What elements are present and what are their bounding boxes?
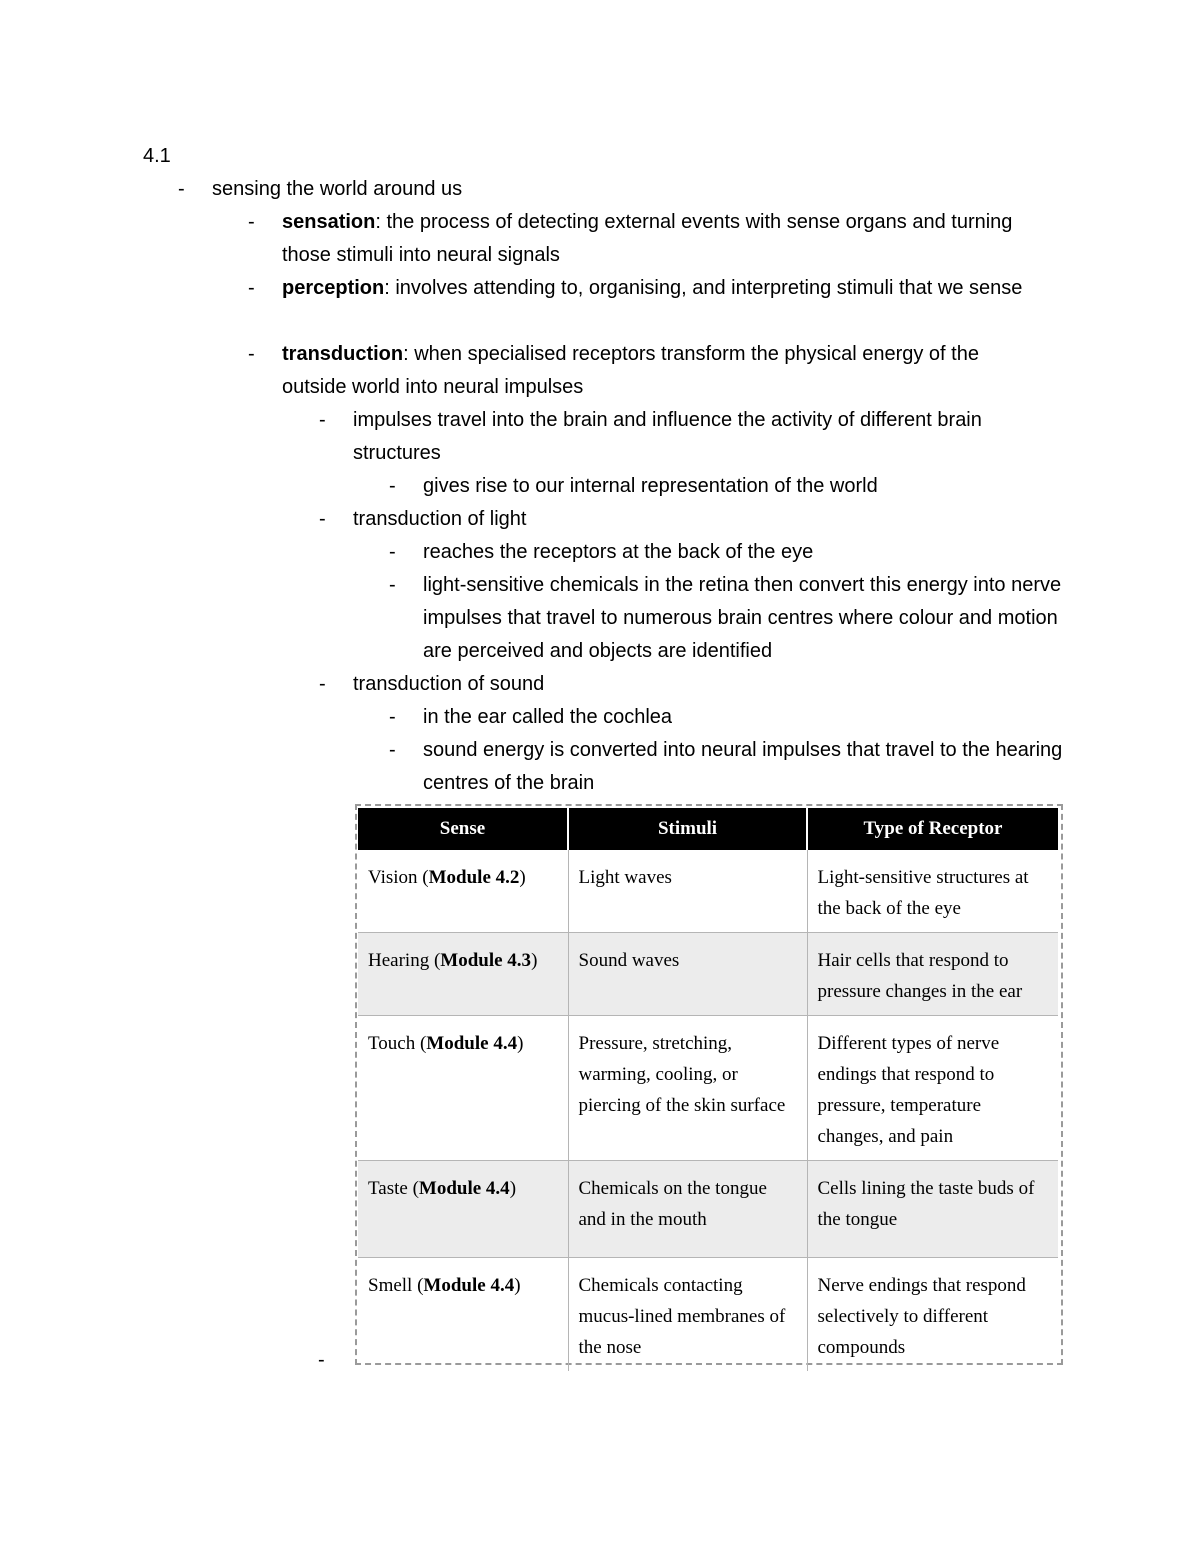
bullet-text: gives rise to our internal representation of the world (423, 475, 878, 497)
table-row (358, 1258, 1058, 1372)
table-row (358, 850, 1058, 933)
cell-sense: Vision (Module 4.2) (358, 850, 568, 933)
bullet-sensing (178, 173, 1092, 206)
bullet-dash: - (389, 475, 396, 497)
cell-stimuli: Chemicals contacting mucus-lined membranes of the nose (568, 1258, 807, 1372)
table-row (358, 1016, 1058, 1161)
bullet-dash: - (248, 211, 255, 233)
cell-sense: Touch (Module 4.4) (358, 1016, 568, 1161)
bullet-text: impulses travel into the brain and influence the activity of different brain structures (353, 409, 982, 464)
cell-receptor: Hair cells that respond to pressure changes in the ear (807, 933, 1058, 1016)
definition-perception: : involves attending to, organising, and interpreting stimuli that we sense (384, 277, 1023, 299)
table-row (358, 933, 1058, 1016)
bullet-dash: - (319, 409, 326, 431)
definition-transduction: : when specialised receptors transform the physical energy of the outside world into neural impulses (282, 343, 979, 398)
cell-sense: Taste (Module 4.4) (358, 1161, 568, 1258)
bullet-dash: - (389, 574, 396, 596)
bullet-dash: - (178, 178, 185, 200)
bullet-light-1 (389, 536, 1063, 569)
section-heading: 4.1 (143, 145, 171, 167)
bullet-dash: - (319, 508, 326, 530)
cell-stimuli: Sound waves (568, 933, 807, 1016)
bullet-gives-rise (389, 470, 1063, 503)
bullet-text: light-sensitive chemicals in the retina then convert this energy into nerve impulses that travel to numerous brain centres where colour and motion are perceived and objects are identified (423, 574, 1062, 662)
bullet-sensation (248, 206, 1042, 272)
bullet-perception (248, 272, 1042, 305)
bullet-dash: - (389, 706, 396, 728)
cell-receptor: Nerve endings that respond selectively to different compounds (817, 1275, 1026, 1358)
column-header-sense: Sense (358, 808, 568, 850)
bullet-dash: - (389, 739, 396, 761)
table-header-row (358, 808, 1058, 850)
cell-receptor: Light-sensitive structures at the back of the eye (807, 850, 1058, 933)
bullet-sound-head (319, 668, 1053, 701)
cell-sense: Hearing (Module 4.3) (358, 933, 568, 1016)
bullet-light-2 (389, 569, 1063, 668)
column-header-receptor: Type of Receptor (807, 808, 1058, 850)
bullet-text: sound energy is converted into neural impulses that travel to the hearing centres of the brain (423, 739, 1063, 794)
cell-stimuli: Chemicals on the tongue and in the mouth (568, 1161, 807, 1258)
bullet-text: in the ear called the cochlea (423, 706, 673, 728)
bullet-dash: - (248, 343, 255, 365)
bullet-sound-2 (389, 734, 1063, 800)
bullet-impulses (319, 404, 1053, 470)
trailing-bullet-dash: - (318, 1349, 325, 1371)
bullet-text: sensing the world around us (212, 178, 463, 200)
column-header-stimuli: Stimuli (568, 808, 807, 850)
cell-receptor: Different types of nerve endings that respond to pressure, temperature changes, and pain (807, 1016, 1058, 1161)
bullet-dash: - (319, 673, 326, 695)
cell-stimuli: Light waves (568, 850, 807, 933)
cell-sense: Smell (Module 4.4) (358, 1258, 568, 1372)
receptor-table (358, 808, 1058, 1371)
bullet-dash: - (389, 541, 396, 563)
term-perception: perception (282, 277, 385, 299)
bullet-transduction (248, 338, 1042, 404)
bullet-sound-1 (389, 701, 1063, 734)
table-row (358, 1161, 1058, 1258)
bullet-dash: - (248, 277, 255, 299)
bullet-light-head (319, 503, 1053, 536)
cell-stimuli: Pressure, stretching, warming, cooling, or piercing of the skin surface (568, 1016, 807, 1161)
bullet-text: reaches the receptors at the back of the eye (423, 541, 814, 563)
term-transduction: transduction (282, 343, 404, 365)
bullet-text: transduction of sound (353, 673, 545, 695)
cell-receptor: Cells lining the taste buds of the tongue (807, 1161, 1058, 1258)
bullet-text: transduction of light (353, 508, 527, 530)
term-sensation: sensation (282, 211, 376, 233)
definition-sensation: : the process of detecting external events with sense organs and turning those stimuli into neural signals (282, 211, 1013, 266)
